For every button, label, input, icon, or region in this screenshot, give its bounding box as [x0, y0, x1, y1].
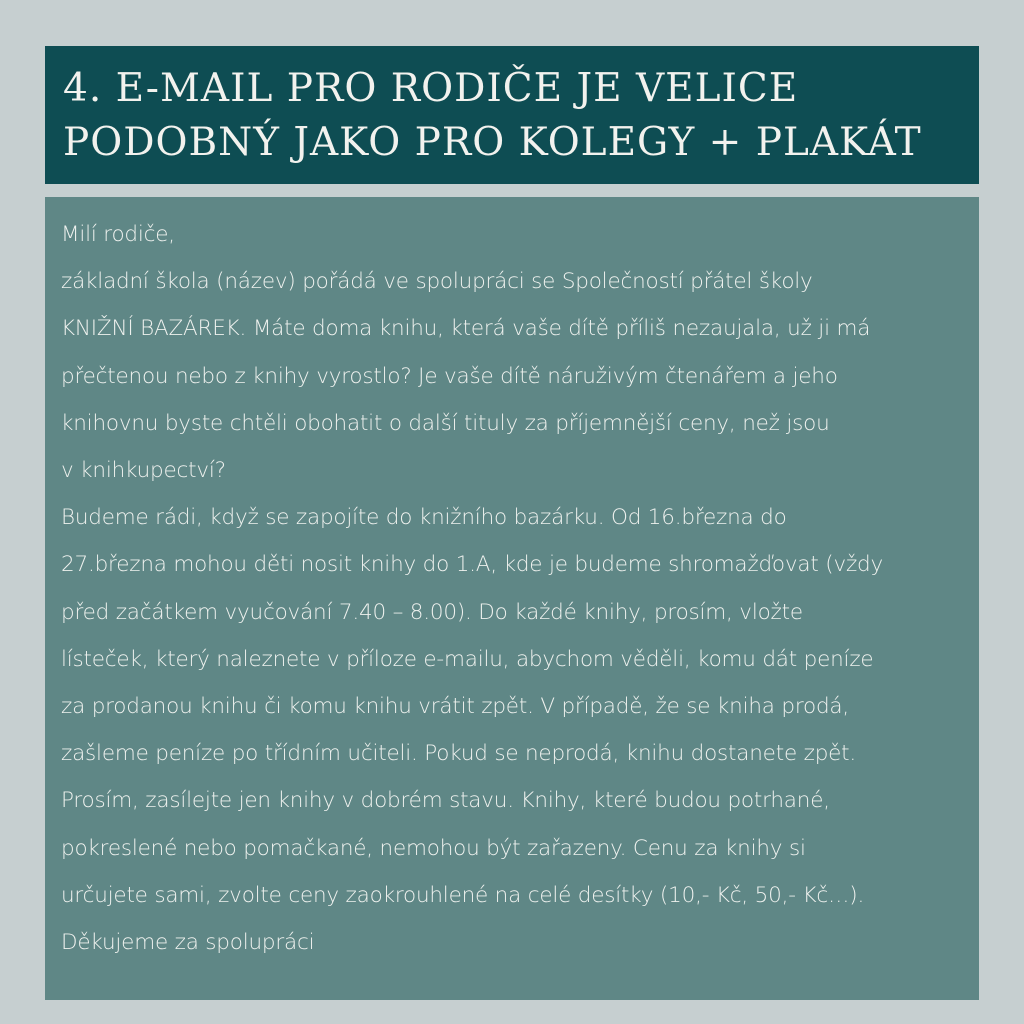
letter-line: za prodanou knihu či komu knihu vrátit zpět. V případě, že se kniha prodá,: [61, 694, 850, 720]
letter-body: [45, 197, 979, 1000]
letter-line: Budeme rádi, když se zapojíte do knižního bazárku. Od 16.března do: [61, 505, 787, 531]
letter-line: přečtenou nebo z knihy vyrostlo? Je vaše dítě náruživým čtenářem a jeho: [61, 363, 838, 389]
letter-line: pokreslené nebo pomačkané, nemohou být zařazeny. Cenu za knihy si: [61, 835, 806, 861]
letter-closing: Děkujeme za spolupráci: [61, 930, 315, 956]
heading-banner: [45, 46, 979, 184]
letter-line: před začátkem vyučování 7.40 – 8.00). Do každé knihy, prosím, vložte: [61, 599, 803, 625]
letter-line: zašleme peníze po třídním učiteli. Pokud se neprodá, knihu dostanete zpět.: [61, 741, 857, 767]
heading-line-2: PODOBNÝ JAKO PRO KOLEGY + PLAKÁT: [63, 120, 922, 165]
letter-line: 27.března mohou děti nosit knihy do 1.A, kde je budeme shromažďovat (vždy: [61, 552, 884, 578]
letter-line: KNIŽNÍ BAZÁREK. Máte doma knihu, která vaše dítě příliš nezaujala, už ji má: [61, 316, 871, 342]
letter-line: Prosím, zasílejte jen knihy v dobrém stavu. Knihy, které budou potrhané,: [61, 788, 830, 814]
letter-greeting: Milí rodiče,: [61, 222, 175, 247]
heading-line-1: 4. E-MAIL PRO RODIČE JE VELICE: [63, 66, 799, 111]
letter-line: lísteček, který naleznete v příloze e-mailu, abychom věděli, komu dát peníze: [61, 646, 874, 672]
letter-line: určujete sami, zvolte ceny zaokrouhlené na celé desítky (10,- Kč, 50,- Kč…).: [61, 882, 865, 908]
letter-line: knihovnu byste chtěli obohatit o další tituly za příjemnější ceny, než jsou: [61, 410, 830, 436]
letter-line: v knihkupectví?: [61, 458, 226, 484]
letter-line: základní škola (název) pořádá ve spolupráci se Společností přátel školy: [61, 269, 813, 295]
